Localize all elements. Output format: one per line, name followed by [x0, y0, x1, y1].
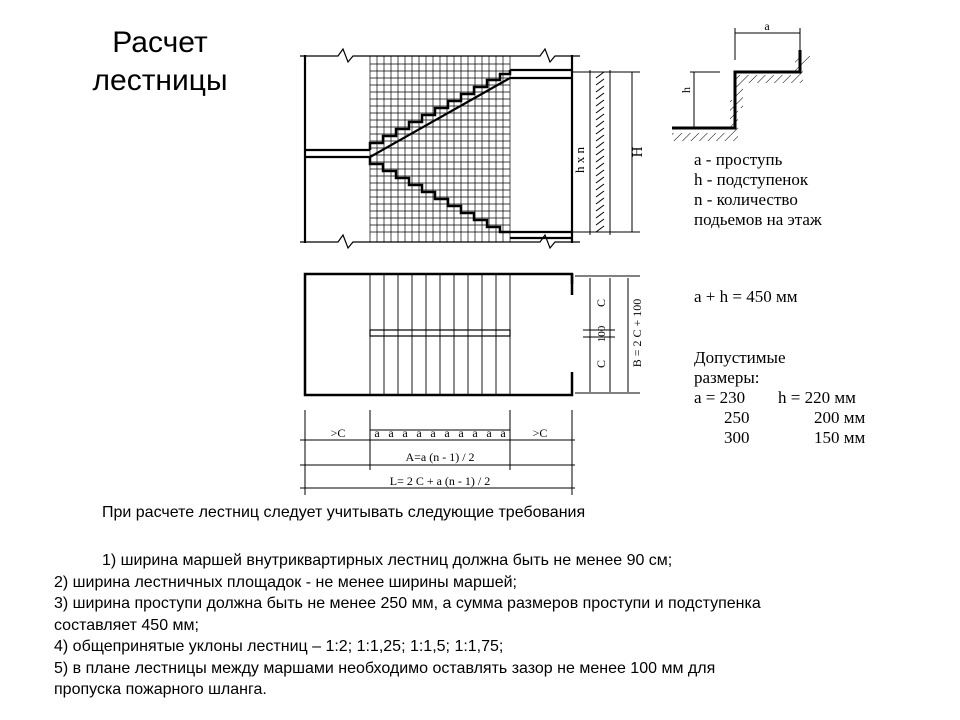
requirement-line: пропуска пожарного шланга.	[54, 681, 267, 698]
legend-item: n - количество	[694, 190, 798, 209]
label-tread-a: a	[416, 426, 422, 440]
tick-mark	[596, 86, 604, 92]
allowed-heading: размеры:	[694, 368, 760, 387]
title-line-1: Расчет	[112, 26, 208, 59]
tick-mark	[596, 121, 604, 127]
plan-view	[305, 274, 644, 395]
requirement-line: 2) ширина лестничных площадок - не менее ширины маршей;	[54, 573, 517, 591]
label-step-a: a	[764, 19, 770, 33]
tick-mark	[596, 177, 604, 183]
requirement-line: составляет 450 мм;	[54, 616, 199, 634]
label-plan-c-top: C	[594, 298, 608, 308]
tick-mark	[596, 149, 604, 155]
label-L: L= 2 C + a (n - 1) / 2	[389, 474, 491, 488]
label-H: H	[630, 146, 646, 158]
tick-mark	[596, 198, 604, 204]
label-A: A=a (n - 1) / 2	[405, 450, 475, 464]
tick-mark	[596, 93, 604, 99]
allowed-a: 300	[724, 428, 750, 447]
allowed-row	[694, 408, 866, 428]
label-tread-a: a	[500, 426, 506, 440]
tick-mark	[596, 156, 604, 162]
title-line-2: лестницы	[92, 64, 228, 97]
requirement-line: 3) ширина проступи должна быть не менее 250 мм, а сумма размеров проступи и подступенка	[54, 595, 761, 612]
tick-mark	[596, 114, 604, 120]
legend-item: подьемов на этаж	[694, 210, 822, 229]
tick-mark	[596, 142, 604, 148]
legend-item: a - проступь	[694, 150, 783, 169]
tick-mark	[596, 128, 604, 134]
label-tread-a: a	[444, 426, 450, 440]
allowed-row	[694, 388, 856, 408]
tick-mark	[596, 170, 604, 176]
label-tread-a: a	[374, 426, 380, 440]
requirements-list	[54, 550, 914, 701]
label-plan-c-bottom: C	[594, 359, 608, 369]
tick-mark	[596, 219, 604, 225]
label-left-c: >C	[330, 426, 346, 440]
requirement-line: 4) общепринятые уклоны лестниц – 1:2; 1:1,25; 1:1,5; 1:1,75;	[54, 638, 504, 655]
legend-item: h - подступенок	[694, 170, 809, 189]
allowed-h: 150 мм	[814, 428, 866, 447]
requirement-line: 1) ширина маршей внутриквартирных лестниц должна быть не менее 90 см;	[102, 552, 673, 569]
allowed-h: h = 220 мм	[778, 388, 856, 407]
formula: a + h = 450 мм	[694, 287, 798, 306]
tick-mark	[596, 135, 604, 141]
label-right-c: >C	[532, 426, 548, 440]
section-view	[300, 49, 646, 248]
tick-mark	[596, 107, 604, 113]
requirement-line: 5) в плане лестницы между маршами необходимо оставлять зазор не менее 100 мм для	[54, 659, 716, 677]
tick-mark	[596, 72, 604, 78]
allowed-h: 200 мм	[814, 408, 866, 427]
allowed-a: a = 230	[694, 388, 746, 407]
label-tread-a: a	[486, 426, 492, 440]
allowed-a: 250	[724, 408, 750, 427]
label-tread-a: a	[458, 426, 464, 440]
label-tread-a: a	[430, 426, 436, 440]
label-tread-a: a	[402, 426, 408, 440]
tick-mark	[596, 212, 604, 218]
step-detail	[672, 19, 810, 141]
label-tread-a: a	[388, 426, 394, 440]
allowed-heading: Допустимые	[694, 348, 786, 367]
legend	[694, 150, 822, 230]
tick-mark	[596, 184, 604, 190]
label-step-h: h	[679, 87, 693, 93]
label-plan-gap: 100	[596, 325, 608, 343]
tick-mark	[596, 191, 604, 197]
tick-mark	[596, 100, 604, 106]
label-h-x-n: h x n	[572, 147, 587, 173]
tick-mark	[596, 205, 604, 211]
allowed-row	[694, 428, 866, 448]
label-tread-a: a	[472, 426, 478, 440]
tick-mark	[596, 163, 604, 169]
allowed-sizes	[694, 348, 866, 448]
label-plan-B: B = 2 C + 100	[630, 298, 644, 368]
requirements-intro: При расчете лестниц следует учитывать следующие требования	[102, 504, 586, 521]
tick-mark	[596, 226, 604, 232]
tick-mark	[596, 79, 604, 85]
